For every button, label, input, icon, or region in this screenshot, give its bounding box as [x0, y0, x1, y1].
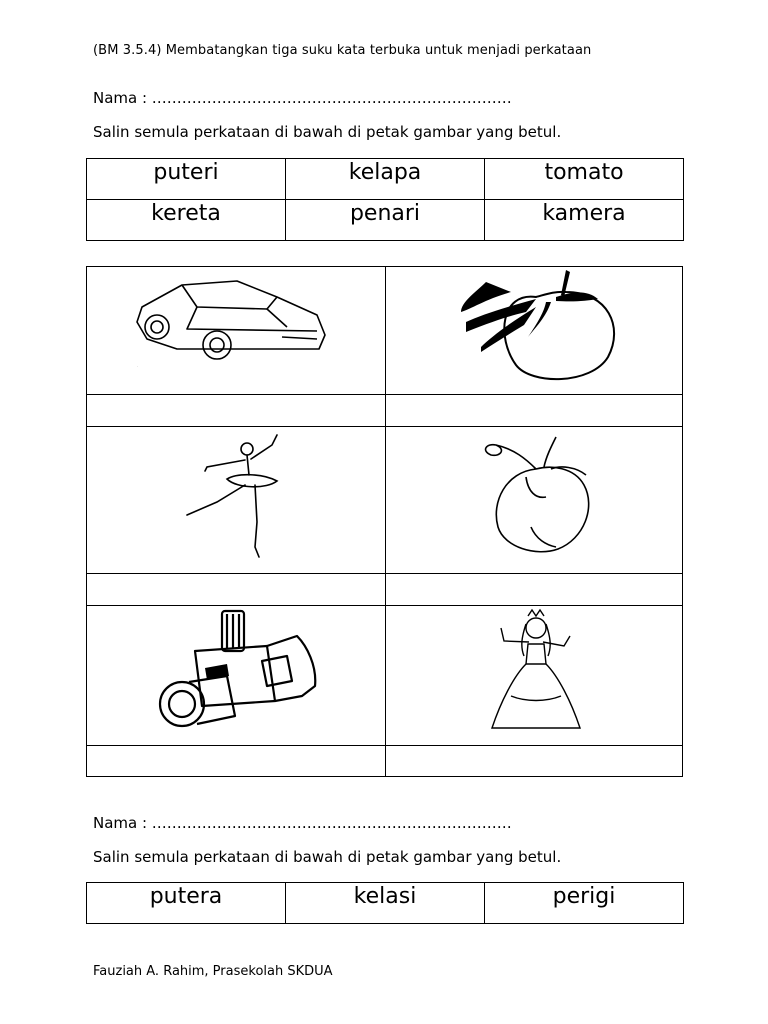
word-cell: kereta — [87, 200, 286, 241]
picture-cell-camera — [86, 605, 386, 746]
princess-icon — [386, 606, 682, 745]
answer-box[interactable] — [86, 745, 386, 777]
worksheet-objective: (BM 3.5.4) Membatangkan tiga suku kata terbuka untuk menjadi perkataan — [93, 43, 592, 58]
word-bank-2 — [86, 882, 684, 924]
word-cell: putera — [87, 883, 286, 924]
car-icon — [87, 267, 385, 394]
answer-box[interactable] — [385, 394, 683, 427]
camera-icon — [87, 606, 385, 745]
picture-cell-car — [86, 266, 386, 395]
answer-box[interactable] — [86, 394, 386, 427]
picture-grid — [86, 266, 683, 776]
answer-box[interactable] — [385, 573, 683, 606]
picture-cell-princess — [385, 605, 683, 746]
tomato-icon — [386, 267, 682, 394]
word-cell: kelasi — [286, 883, 485, 924]
word-cell: puteri — [87, 159, 286, 200]
answer-box[interactable] — [385, 745, 683, 777]
picture-cell-coconut — [385, 426, 683, 574]
svg-text:.: . — [137, 364, 138, 368]
word-cell: penari — [286, 200, 485, 241]
name-line-2: Nama : ……………………………………………………………… — [93, 814, 512, 832]
word-cell: kelapa — [286, 159, 485, 200]
ballerina-icon — [87, 427, 385, 573]
word-cell: tomato — [485, 159, 684, 200]
picture-cell-ballerina — [86, 426, 386, 574]
name-line-1: Nama : ……………………………………………………………… — [93, 89, 512, 107]
picture-cell-tomato — [385, 266, 683, 395]
footer-credit: Fauziah A. Rahim, Prasekolah SKDUA — [93, 964, 333, 979]
word-cell: kamera — [485, 200, 684, 241]
instruction-2: Salin semula perkataan di bawah di petak gambar yang betul. — [93, 848, 562, 866]
word-cell: perigi — [485, 883, 684, 924]
answer-box[interactable] — [86, 573, 386, 606]
instruction-1: Salin semula perkataan di bawah di petak gambar yang betul. — [93, 123, 562, 141]
coconut-icon — [386, 427, 682, 573]
word-bank-1 — [86, 158, 684, 241]
